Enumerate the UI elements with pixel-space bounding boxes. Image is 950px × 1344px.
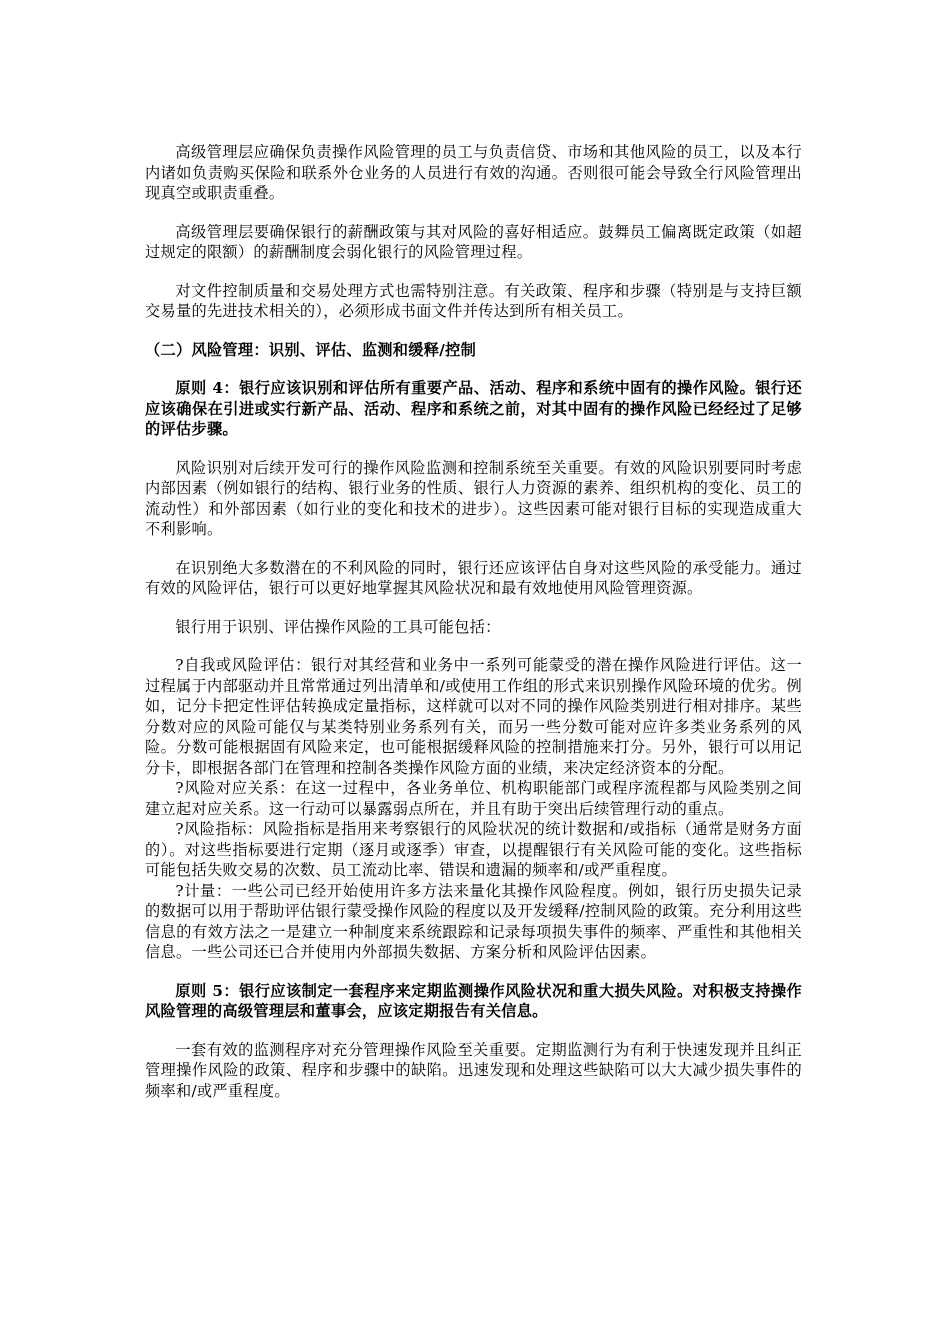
paragraph-document-control: 对文件控制质量和交易处理方式也需特别注意。有关政策、程序和步骤（特别是与支持巨额交易量的先进技术相关的），必须形成书面文件并传达到所有相关员工。 xyxy=(145,281,802,320)
paragraph-tools-intro: 银行用于识别、评估操作风险的工具可能包括： xyxy=(175,617,501,636)
list-item-measurement: ?计量：一些公司已经开始使用许多方法来量化其操作风险程度。例如，银行历史损失记录的数据可以用于帮助评估银行蒙受操作风险的程度以及开发缓释/控制风险的政策。充分利用这些信息的有效方法之一是建立一种制度来系统跟踪和记录每项损失事件的频率、严重性和其他相关信息。一些公司还已合并使用内外部损失数据、方案分析和风险评估因素。 xyxy=(145,881,802,961)
paragraph-compensation-policy: 高级管理层要确保银行的薪酬政策与其对风险的喜好相适应。鼓舞员工偏离既定政策（如超过规定的限额）的薪酬制度会弱化银行的风险管理过程。 xyxy=(145,222,802,261)
paragraph-risk-identification: 风险识别对后续开发可行的操作风险监测和控制系统至关重要。有效的风险识别要同时考虑内部因素（例如银行的结构、银行业务的性质、银行人力资源的素养、组织机构的变化、员工的流动性）和外部因素（如行业的变化和技术的进步）。这些因素可能对银行目标的实现造成重大不利影响。 xyxy=(145,458,802,538)
list-item-self-assessment: ?自我或风险评估：银行对其经营和业务中一系列可能蒙受的潜在操作风险进行评估。这一过程属于内部驱动并且常常通过列出清单和/或使用工作组的形式来识别操作风险环境的优劣。例如，记分卡把定性评估转换成定量指标，这样就可以对不同的操作风险类别进行相对排序。某些分数对应的风险可能仅与某类特别业务系列有关，而另一些分数可能对应许多类业务系列的风险。分数可能根据固有风险来定，也可能根据缓释风险的控制措施来打分。另外，银行可以用记分卡，即根据各部门在管理和控制各类操作风险方面的业绩，来决定经济资本的分配。 xyxy=(145,656,802,777)
principle-4: 原则 4：银行应该识别和评估所有重要产品、活动、程序和系统中固有的操作风险。银行还应该确保在引进或实行新产品、活动、程序和系统之前，对其中固有的操作风险已经经过了足够的评估步骤。 xyxy=(145,379,802,438)
paragraph-risk-assessment: 在识别绝大多数潜在的不利风险的同时，银行还应该评估自身对这些风险的承受能力。通过有效的风险评估，银行可以更好地掌握其风险状况和最有效地使用风险管理资源。 xyxy=(145,558,802,597)
paragraph-staff-communication: 高级管理层应确保负责操作风险管理的员工与负责信贷、市场和其他风险的员工，以及本行内诸如负责购买保险和联系外仓业务的人员进行有效的沟通。否则很可能会导致全行风险管理出现真空或职责重叠。 xyxy=(145,143,802,202)
list-item-risk-indicators: ?风险指标：风险指标是指用来考察银行的风险状况的统计数据和/或指标（通常是财务方面的）。对这些指标要进行定期（逐月或逐季）审查，以提醒银行有关风险可能的变化。这些指标可能包括失败交易的次数、员工流动比率、错误和遗漏的频率和/或严重程度。 xyxy=(145,820,802,879)
list-item-risk-mapping: ?风险对应关系：在这一过程中，各业务单位、机构职能部门或程序流程都与风险类别之间建立起对应关系。这一行动可以暴露弱点所在，并且有助于突出后续管理行动的重点。 xyxy=(145,779,802,818)
paragraph-monitoring: 一套有效的监测程序对充分管理操作风险至关重要。定期监测行为有利于快速发现并且纠正管理操作风险的政策、程序和步骤中的缺陷。迅速发现和处理这些缺陷可以大大减少损失事件的频率和/或严重程度。 xyxy=(145,1040,802,1100)
principle-5: 原则 5：银行应该制定一套程序来定期监测操作风险状况和重大损失风险。对积极支持操作风险管理的高级管理层和董事会，应该定期报告有关信息。 xyxy=(145,981,802,1020)
section-heading-risk-management: （二）风险管理：识别、评估、监测和缓释/控制 xyxy=(145,340,477,359)
